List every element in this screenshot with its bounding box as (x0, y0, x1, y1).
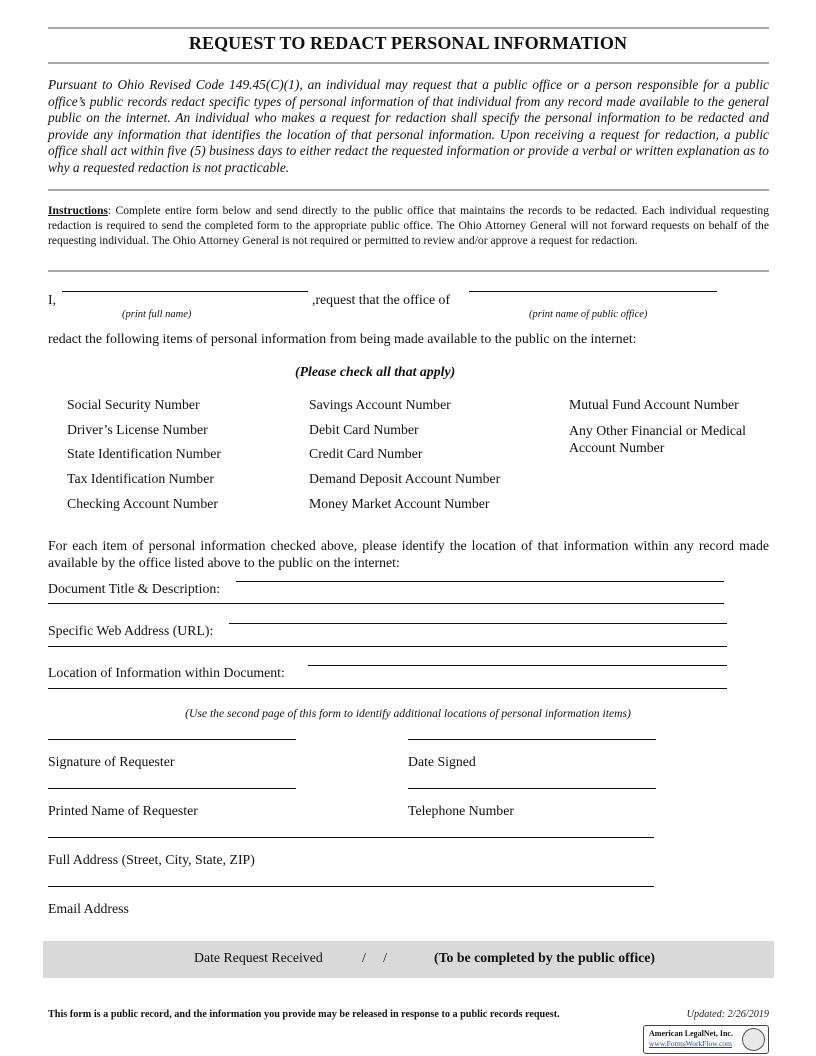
doc-title-field[interactable] (236, 581, 724, 582)
i-label: I, (48, 292, 57, 307)
instructions-rule (48, 270, 769, 272)
seal-icon (742, 1028, 765, 1051)
telephone-field[interactable] (408, 788, 656, 789)
office-use-note: (To be completed by the public office) (434, 950, 655, 965)
request-office-text: ,request that the office of (312, 292, 451, 307)
doc-title-label: Document Title & Description: (48, 581, 221, 596)
logo-url[interactable]: www.FormsWorkFlow.com (649, 1039, 733, 1048)
location-label: Location of Information within Document: (48, 665, 285, 680)
legalnet-logo[interactable] (643, 1025, 769, 1054)
telephone-label: Telephone Number (408, 803, 514, 818)
full-name-hint: (print full name) (122, 309, 192, 320)
date-received-label: Date Request Received (194, 950, 323, 965)
url-field[interactable] (229, 623, 727, 624)
office-use-bar (43, 941, 774, 978)
full-name-field[interactable] (62, 291, 308, 292)
second-page-note: (Use the second page of this form to identify additional locations of personal information items) (185, 707, 631, 720)
public-record-notice: This form is a public record, and the information you provide may be released in response to a public records request. (48, 1009, 560, 1020)
intro-rule (48, 189, 769, 191)
item-money-market[interactable]: Money Market Account Number (309, 496, 490, 511)
email-label: Email Address (48, 901, 129, 916)
signature-field[interactable] (48, 739, 296, 740)
date-received-field[interactable]: / / (362, 950, 387, 965)
instructions-label: Instructions (48, 204, 108, 217)
updated-date: Updated: 2/26/2019 (686, 1009, 769, 1020)
item-other-financial-medical[interactable]: Any Other Financial or Medical Account Number (569, 423, 747, 455)
url-label: Specific Web Address (URL): (48, 623, 214, 638)
top-rule (48, 27, 769, 29)
form-title: REQUEST TO REDACT PERSONAL INFORMATION (188, 33, 628, 53)
printed-name-label: Printed Name of Requester (48, 803, 198, 818)
item-drivers-license[interactable]: Driver’s License Number (67, 422, 208, 437)
item-demand-deposit[interactable]: Demand Deposit Account Number (309, 471, 501, 486)
printed-name-field[interactable] (48, 788, 296, 789)
item-debit-card[interactable]: Debit Card Number (309, 422, 419, 437)
item-savings-account[interactable]: Savings Account Number (309, 397, 451, 412)
address-label: Full Address (Street, City, State, ZIP) (48, 852, 255, 867)
doc-title-field-line2[interactable] (48, 603, 724, 604)
public-office-hint: (print name of public office) (529, 309, 648, 320)
redact-items-text: redact the following items of personal information from being made available to the public on the internet: (48, 331, 637, 346)
address-field[interactable] (48, 837, 654, 838)
item-checking-account[interactable]: Checking Account Number (67, 496, 218, 511)
item-credit-card[interactable]: Credit Card Number (309, 446, 423, 461)
location-field[interactable] (308, 665, 727, 666)
signature-label: Signature of Requester (48, 754, 175, 769)
email-field[interactable] (48, 886, 654, 887)
public-office-field[interactable] (469, 291, 717, 292)
check-all-note: (Please check all that apply) (295, 364, 456, 379)
date-signed-label: Date Signed (408, 754, 476, 769)
date-signed-field[interactable] (408, 739, 656, 740)
item-state-id[interactable]: State Identification Number (67, 446, 222, 461)
instructions-paragraph (48, 203, 769, 249)
instructions-text: : Complete entire form below and send directly to the public office that maintains the records to be redacted. Each individual requesting redaction is required to send the completed form to the appropriate public office. The Ohio Attorney General will not forward requests on behalf of the requesting individual. The Ohio Attorney General is not required or permitted to review and/or approve a request for redaction. (48, 204, 769, 248)
location-field-line2[interactable] (48, 688, 727, 689)
url-field-line2[interactable] (48, 646, 727, 647)
title-rule (48, 62, 769, 64)
location-intro: For each item of personal information checked above, please identify the location of that information within any record made available by the office listed above to the public on the internet: (48, 538, 769, 570)
item-tax-id[interactable]: Tax Identification Number (67, 471, 214, 486)
item-mutual-fund[interactable]: Mutual Fund Account Number (569, 397, 739, 412)
logo-company: American LegalNet, Inc. (649, 1029, 733, 1038)
item-social-security[interactable]: Social Security Number (67, 397, 200, 412)
intro-paragraph: Pursuant to Ohio Revised Code 149.45(C)(1), an individual may request that a public office or a person responsible for a public office’s public records redact specific types of personal information of that individual from any record made available to the general public on the internet. An individual who makes a request for redaction shall specify the personal information to be redacted and provide any information that identifies the location of that personal information. Upon receiving a request for redaction, a public office shall act within five (5) business days to either redact the requested information or provide a verbal or written explanation as to why a requested redaction is not practicable. (48, 77, 769, 175)
